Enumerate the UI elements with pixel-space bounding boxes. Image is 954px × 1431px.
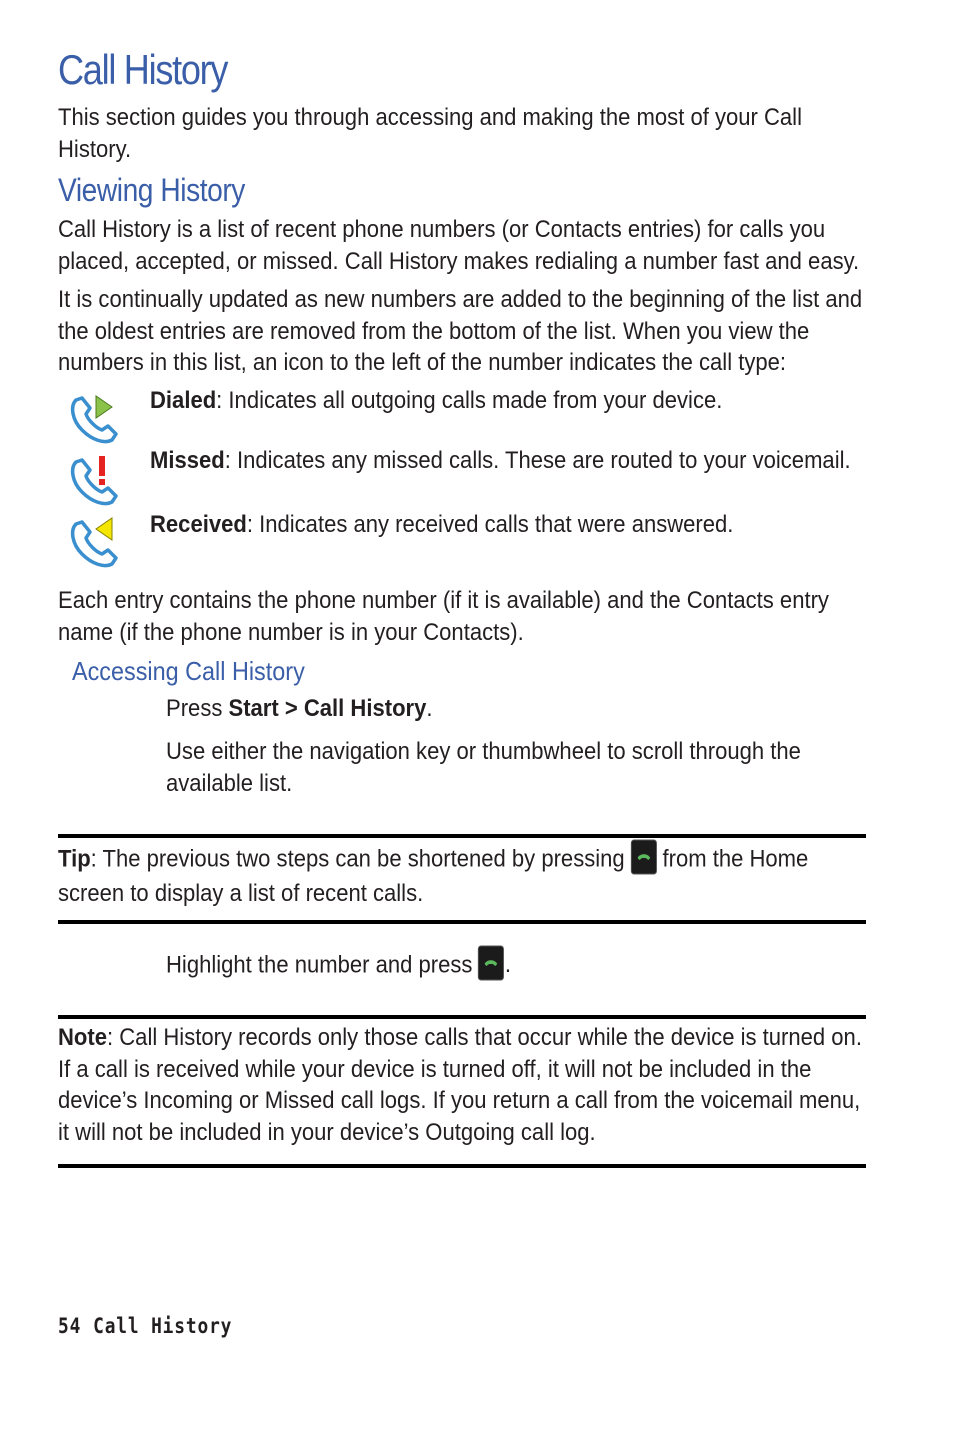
menu-path: Start > Call History xyxy=(228,695,427,722)
text-line: Each entry contains the phone number (if it is available) and the Contacts entry xyxy=(58,587,829,614)
page-title: Call History xyxy=(58,46,228,93)
call-type-dialed xyxy=(150,385,722,417)
text-line: available list. xyxy=(166,769,293,797)
send-key-icon xyxy=(630,839,657,875)
missed-call-icon xyxy=(66,452,122,510)
call-type-desc: : Indicates any missed calls. These are routed to your voicemail. xyxy=(224,447,851,474)
text-line: the oldest entries are removed from the bottom of the list. When you view the xyxy=(58,317,810,345)
page-number: 54 xyxy=(58,1314,82,1338)
viewing-paragraph-3 xyxy=(58,585,829,648)
text-line: Call History is a list of recent phone numbers (or Contacts entries) for calls you xyxy=(58,216,826,243)
viewing-paragraph-2 xyxy=(58,284,862,379)
intro-line: History. xyxy=(58,135,132,163)
text-line: numbers in this list, an icon to the left of the number indicates the call type: xyxy=(58,349,787,376)
received-call-icon xyxy=(66,514,122,572)
note-text: it will not be included in your device’s Outgoing call log. xyxy=(58,1118,596,1146)
tip-text: from the Home xyxy=(662,845,809,873)
note-text: device’s Incoming or Missed call logs. If you return a call from the voicemail menu, xyxy=(58,1087,861,1114)
page-footer xyxy=(58,1314,232,1338)
call-type-desc: : Indicates any received calls that were answered. xyxy=(246,511,734,538)
call-type-missed xyxy=(150,445,851,477)
tip-text: : The previous two steps can be shortened by pressing xyxy=(90,845,625,873)
step-text: Press xyxy=(166,695,229,722)
text-line: name (if the phone number is in your Contacts). xyxy=(58,618,524,646)
note-text: If a call is received while your device is turned off, it will not be included in the xyxy=(58,1055,812,1083)
step-text: . xyxy=(504,951,511,979)
text-line: Use either the navigation key or thumbwheel to scroll through the xyxy=(166,738,801,765)
tip-bottom-divider xyxy=(58,920,866,924)
note-box xyxy=(58,1022,862,1148)
call-type-desc: : Indicates all outgoing calls made from your device. xyxy=(216,387,723,414)
footer-section-title: Call History xyxy=(93,1314,233,1338)
viewing-paragraph-1 xyxy=(58,214,859,277)
note-text: : Call History records only those calls that occur while the device is turned on. xyxy=(107,1024,862,1051)
tip-text: screen to display a list of recent calls. xyxy=(58,880,424,907)
note-label: Note xyxy=(58,1024,108,1051)
note-top-divider xyxy=(58,1015,866,1019)
tip-top-divider xyxy=(58,834,866,838)
section-heading-accessing: Accessing Call History xyxy=(72,656,305,686)
tip-box xyxy=(58,842,808,910)
step-1 xyxy=(166,693,433,725)
step-2 xyxy=(166,736,801,799)
step-text: Highlight the number and press xyxy=(166,951,473,979)
section-heading-viewing: Viewing History xyxy=(58,172,245,208)
call-type-received xyxy=(150,509,733,541)
step-3 xyxy=(166,948,511,984)
step-text: . xyxy=(426,695,433,722)
text-line: It is continually updated as new numbers are added to the beginning of the list and xyxy=(58,286,863,313)
text-line: placed, accepted, or missed. Call History makes redialing a number fast and easy. xyxy=(58,247,860,275)
call-type-label: Dialed xyxy=(150,387,217,414)
send-key-icon xyxy=(478,945,505,981)
dialed-call-icon xyxy=(66,390,122,448)
intro-paragraph xyxy=(58,102,802,165)
tip-label: Tip xyxy=(58,845,91,873)
intro-line: This section guides you through accessing and making the most of your Call xyxy=(58,104,802,131)
call-type-label: Received xyxy=(150,511,247,538)
note-bottom-divider xyxy=(58,1164,866,1168)
call-type-label: Missed xyxy=(150,447,225,474)
